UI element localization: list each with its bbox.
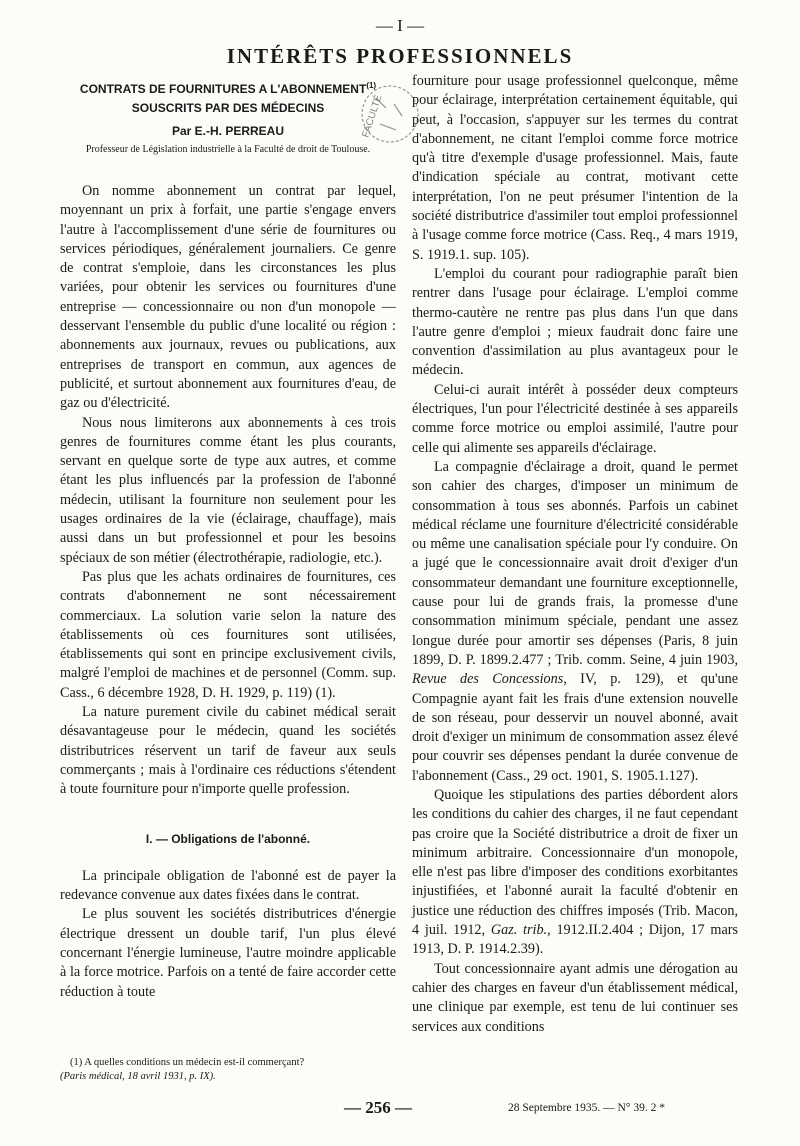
right-paragraph-5-text: Quoique les stipulations des parties débordent alors les conditions du cahier des charges, il ne faut cependant pas croire que la Société distributrice a droit de fixer un minimum arbitraire. Concessionnaire d'un monopole, elle n'est pas libre d'imposer des conditions exorbitantes injustifiées, et l'abonné aurait la faculté d'obtenir en justice une réduction des chiffres imposés (Trib. Macon, 4 juil. 1912, [412, 786, 738, 939]
right-paragraph-2: L'emploi du courant pour radiographie paraît bien rentrer dans l'usage pour éclairage. L'emploi comme thermo-cautère ne rentre pas plus dans l'un que dans l'autre genre d'emploi ; mieux faudrait donc faire une convention d'assimilation au plus avantageux pour le médecin. [412, 265, 738, 379]
left-paragraph-3: Pas plus que les achats ordinaires de fournitures, ces contrats d'abonnement ne sont nécessairement commerciaux. La solution varie selon la nature des établissements où ces fournitures sont utilisées, établissements qui sont en principe exclusivement civils, malgré l'emploi de machines et de personnel (Comm. sup. Cass., 6 décembre 1928, D. H. 1929, p. 119) (1). [60, 568, 396, 701]
author-name: Par E.-H. PERREAU [171, 124, 285, 138]
right-paragraph-3: Celui-ci aurait intérêt à posséder deux compteurs électriques, l'un pour l'électricité destinée à ses appareils comme force motrice ou emploi assimilé, l'autre pour celle qui alimente ses appareils d'éclairage. [412, 381, 738, 456]
footnote [60, 1056, 396, 1084]
left-paragraph-6: Le plus souvent les sociétés distributrices d'énergie électrique dressent un double tarif, l'un plus élevé concernant l'énergie lumineuse, l'autre moindre applicable à la force motrice. Parfois on a tenté de faire accorder cette réduction à toute [60, 906, 396, 1000]
footer-page-number: — 256 — [344, 1098, 412, 1117]
page-title: INTÉRÊTS PROFESSIONNELS [226, 44, 574, 68]
stamp-text: FACULTÉ [360, 93, 385, 139]
left-paragraph-1: On nomme abonnement un contrat par lequel, moyennant un prix à forfait, une partie s'engage envers l'autre à l'accomplissement d'une série de fournitures ou services périodiques, généralement journaliers. Ce genre de contrat s'emploie, dans les circonstances les plus variées, pour obtenir les services ou fournitures d'une entreprise — concessionnaire ou non d'un monopole — desservant l'ensemble du public d'une localité ou région : abonnements aux journaux, revues ou publications, aux entreprises de transport en commun, aux agences de publicité, et surtout abonnement aux fournitures d'eau, de gaz ou d'électricité. [60, 183, 396, 412]
page-marker: — I — [375, 16, 425, 35]
author-affiliation: Professeur de Législation industrielle à la Faculté de droit de Toulouse. [85, 144, 371, 155]
title-footnote-ref: (1) [366, 81, 377, 90]
right-paragraph-4-text-end: , IV, p. 129), et qu'une Compagnie ayant fait les frais d'une extension nouvelle de son réseau, pour desservir un nouvel abonné, avait droit d'exiger un minimum de consommation assez élevé pour couvrir ses dépenses pendant la durée convenue de l'abonnement (Cass., 29 oct. 1901, S. 1905.1.127). [412, 671, 738, 784]
right-paragraph-4-text: La compagnie d'éclairage a droit, quand le permet son cahier des charges, d'imposer un minimum de consommation à tous ses abonnés. Parfois un cabinet médical réclame une fourniture d'électricité considérable ou même une canalisation spéciale pour l'y conduire. On a jugé que le concessionnaire avait droit d'exiger d'un consommateur demandant une fourniture exceptionnelle, cause pour lui de grands frais, la promesse d'une consommation minimum spéciale, pendant une assez longue durée pour amortir ses dépenses (Paris, 8 juin 1899, D. P. 1899.2.477 ; Trib. comm. Seine, 4 juin 1903, [412, 458, 738, 668]
right-paragraph-4 [412, 458, 738, 786]
left-paragraph-5: La principale obligation de l'abonné est de payer la redevance convenue aux dates fixées dans le contrat. [60, 867, 396, 904]
journal-title: Revue des Concessions [412, 671, 564, 688]
right-paragraph-5 [412, 786, 738, 960]
right-paragraph-5-text-end: , 1912.II.2.404 ; Dijon, 17 mars 1913, D. P. 1914.2.39). [412, 922, 739, 958]
right-paragraph-6: Tout concessionnaire ayant admis une dérogation au cahier des charges en faveur d'un établissement médical, une clinique par exemple, est tenu de lui continuer ses services aux conditions [412, 960, 738, 1035]
article-title-line-2: SOUSCRITS PAR DES MÉDECINS [131, 101, 325, 115]
left-paragraph-2: Nous nous limiterons aux abonnements à ces trois genres de fournitures comme étant les plus courants, servant en quelque sorte de type aux autres, et comme étant les plus influencés par la profession de l'abonné médecin, utilisant la fourniture non seulement pour les usages ordinaires de la vie (éclairage, chauffage), mais aussi dans un but professionnel et pour les besoins spéciaux de son métier (électrothérapie, radiologie, etc.). [60, 414, 396, 566]
right-paragraph-1: fourniture pour usage professionnel quelconque, même pour éclairage, interprétation certainement équitable, qui peut, à l'occasion, s'appuyer sur les termes du contrat d'abonnement, ne citant l'emploi comme force motrice qu'à titre d'exemple d'usage professionnel. Mais, faute d'indication spéciale au contrat, motivant cette interprétation, l'on ne peut présumer l'intention de la société distributrice d'assimiler tout emploi professionnel à l'usage comme force motrice (Cass. Req., 4 mars 1919, S. 1919.1. sup. 105). [412, 73, 738, 263]
left-column [60, 182, 396, 1002]
section-heading: I. — Obligations de l'abonné. [145, 831, 311, 846]
article-title [60, 76, 396, 118]
right-column [412, 72, 738, 1037]
left-paragraph-4: La nature purement civile du cabinet médical serait désavantageuse pour le médecin, quand les sociétés distributrices réservent un tarif de faveur aux seuls commerçants ; mais à l'ordinaire ces réductions s'étendent à toute fourniture pour n'importe quelle profession. [60, 704, 396, 798]
footer-issue-date: 28 Septembre 1935. — N° 39. 2 * [508, 1102, 665, 1114]
footnote-line-1: (1) A quelles conditions un médecin est-il commerçant? [70, 1057, 305, 1068]
article-title-line-1: CONTRATS DE FOURNITURES A L'ABONNEMENT [79, 82, 367, 96]
journal-abbrev: Gaz. trib. [490, 922, 548, 939]
footnote-line-2: (Paris médical, 18 avril 1931, p. IX). [60, 1071, 216, 1082]
